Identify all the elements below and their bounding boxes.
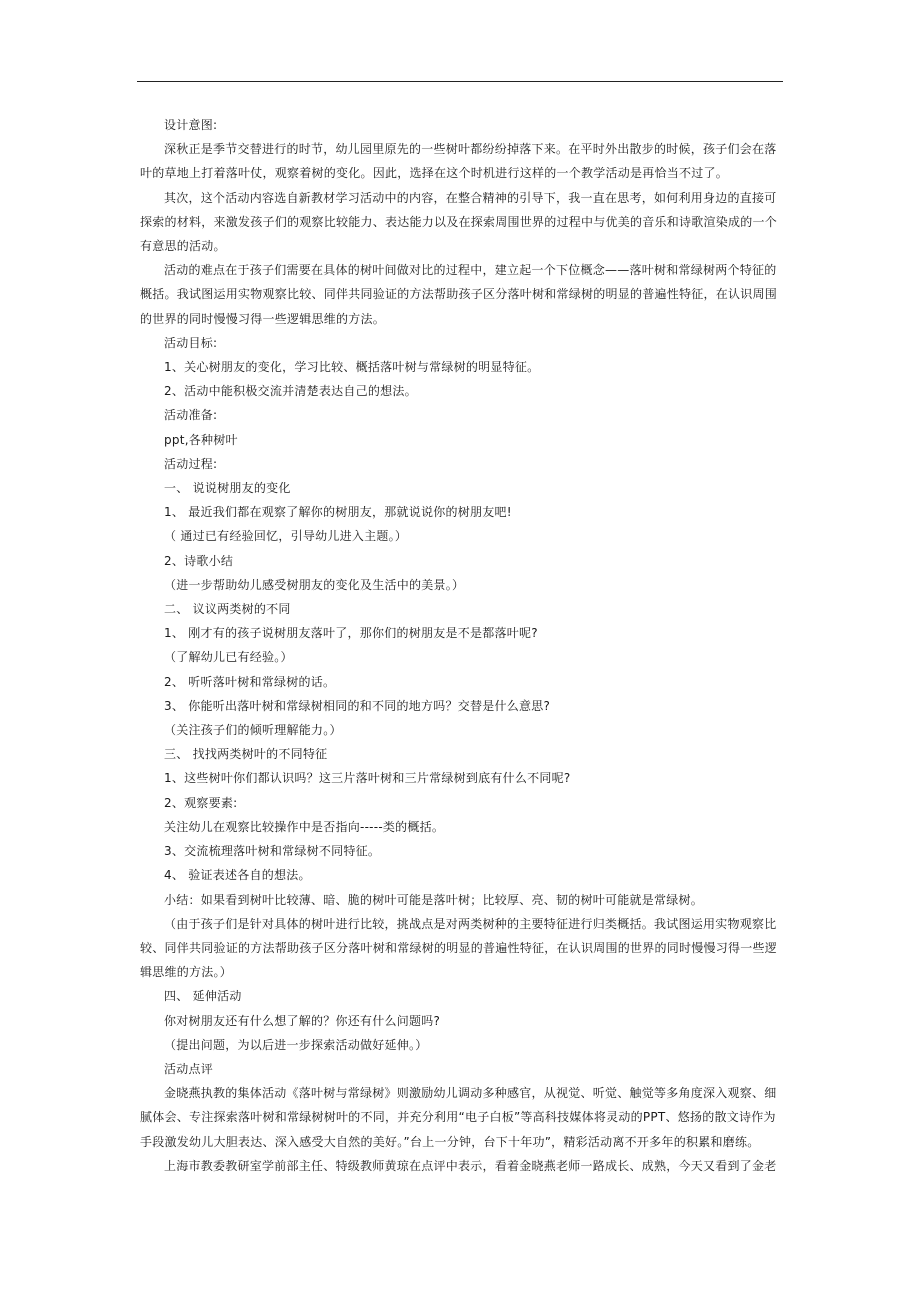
paragraph: 4、 验证表述各自的想法。	[164, 868, 311, 883]
paragraph: （ 通过已有经验回忆，引导幼儿进入主题。）	[164, 529, 408, 544]
paragraph: 1、关心树朋友的变化，学习比较、概括落叶树与常绿树的明显特征。	[164, 360, 540, 375]
header-rule	[137, 81, 783, 82]
document-body	[140, 113, 785, 1178]
paragraph: （了解幼儿已有经验。）	[164, 650, 293, 665]
paragraph: 2、观察要素:	[164, 795, 238, 810]
paragraph: （提出问题，为以后进一步探索活动做好延伸。）	[164, 1037, 428, 1052]
paragraph: 你对树朋友还有什么想了解的？你还有什么问题吗?	[164, 1013, 441, 1028]
paragraph: 其次，这个活动内容选自新教材学习活动中的内容，在整合精神的引导下，我一直在思考，如何利用身边的直接可探索的材料，来激发孩子们的观察比较能力、表达能力以及在探索周围世界的过程中与优美的音乐和诗歌渲染成的一个有意思的活动。	[140, 190, 778, 254]
paragraph: 金晓燕执教的集体活动《落叶树与常绿树》则激励幼儿调动多种感官，从视觉、听觉、触觉等多角度深入观察、细腻体会、专注探索落叶树和常绿树树叶的不同，并充分利用“电子白板”等高科技媒体将灵动的PPT、悠扬的散文诗作为手段激发幼儿大胆表达、深入感受大自然的美好。”台上一分钟，台下十年功”，精彩活动离不开多年的积累和磨练。	[140, 1086, 777, 1149]
paragraph: （进一步帮助幼儿感受树朋友的变化及生活中的美景。）	[164, 577, 465, 592]
paragraph: 活动过程:	[164, 456, 218, 471]
paragraph: 活动准备:	[164, 408, 218, 423]
paragraph: 活动的难点在于孩子们需要在具体的树叶间做对比的过程中，建立起一个下位概念——落叶树和常绿树两个特征的概括。我试图运用实物观察比较、同伴共同验证的方法帮助孩子区分落叶树和常绿树的明显的普遍性特征，在认识周围的世界的同时慢慢习得一些逻辑思维的方法。	[140, 263, 778, 326]
paragraph: 一、 说说树朋友的变化	[164, 481, 291, 496]
paragraph: 活动点评	[164, 1061, 214, 1076]
paragraph: 深秋正是季节交替进行的时节，幼儿园里原先的一些树叶都纷纷掉落下来。在平时外出散步的时候，孩子们会在落叶的草地上打着落叶仗，观察着树的变化。因此，选择在这个时机进行这样的一个教学活动是再恰当不过了。	[140, 142, 777, 181]
paragraph: （由于孩子们是针对具体的树叶进行比较，挑战点是对两类树种的主要特征进行归类概括。我试图运用实物观察比较、同伴共同验证的方法帮助孩子区分落叶树和常绿树的明显的普遍性特征，在认识周围的世界的同时慢慢习得一些逻辑思维的方法。）	[140, 916, 778, 980]
paragraph: 3、交流梳理落叶树和常绿树不同特征。	[164, 844, 381, 859]
paragraph: 1、 刚才有的孩子说树朋友落叶了，那你们的树朋友是不是都落叶呢?	[164, 626, 538, 641]
paragraph: （关注孩子们的倾听理解能力。）	[164, 723, 342, 738]
paragraph: 小结：如果看到树叶比较薄、暗、脆的树叶可能是落叶树；比较厚、亮、韧的树叶可能就是常绿树。	[164, 892, 704, 907]
paragraph: 上海市教委教研室学前部主任、特级教师黄琼在点评中表示，看着金晓燕老师一路成长、成熟，今天又看到了金老	[164, 1158, 777, 1173]
paragraph: 1、 最近我们都在观察了解你的树朋友，那就说说你的树朋友吧!	[164, 505, 512, 520]
paragraph: ppt,各种树叶	[164, 432, 238, 447]
paragraph: 活动目标:	[164, 335, 218, 350]
paragraph: 四、 延伸活动	[164, 989, 242, 1004]
paragraph: 二、 议议两类树的不同	[164, 602, 291, 617]
paragraph: 设计意图:	[164, 118, 218, 132]
paragraph: 1、这些树叶你们都认识吗？这三片落叶树和三片常绿树到底有什么不同呢?	[164, 771, 571, 786]
paragraph: 2、诗歌小结	[164, 553, 234, 568]
paragraph: 三、 找找两类树叶的不同特征	[164, 747, 328, 762]
paragraph: 2、活动中能积极交流并清楚表达自己的想法。	[164, 384, 417, 399]
paragraph: 关注幼儿在观察比较操作中是否指向-----类的概括。	[164, 819, 445, 834]
paragraph: 3、 你能听出落叶树和常绿树相同的和不同的地方吗？交替是什么意思?	[164, 698, 551, 713]
paragraph: 2、 听听落叶树和常绿树的话。	[164, 674, 336, 689]
